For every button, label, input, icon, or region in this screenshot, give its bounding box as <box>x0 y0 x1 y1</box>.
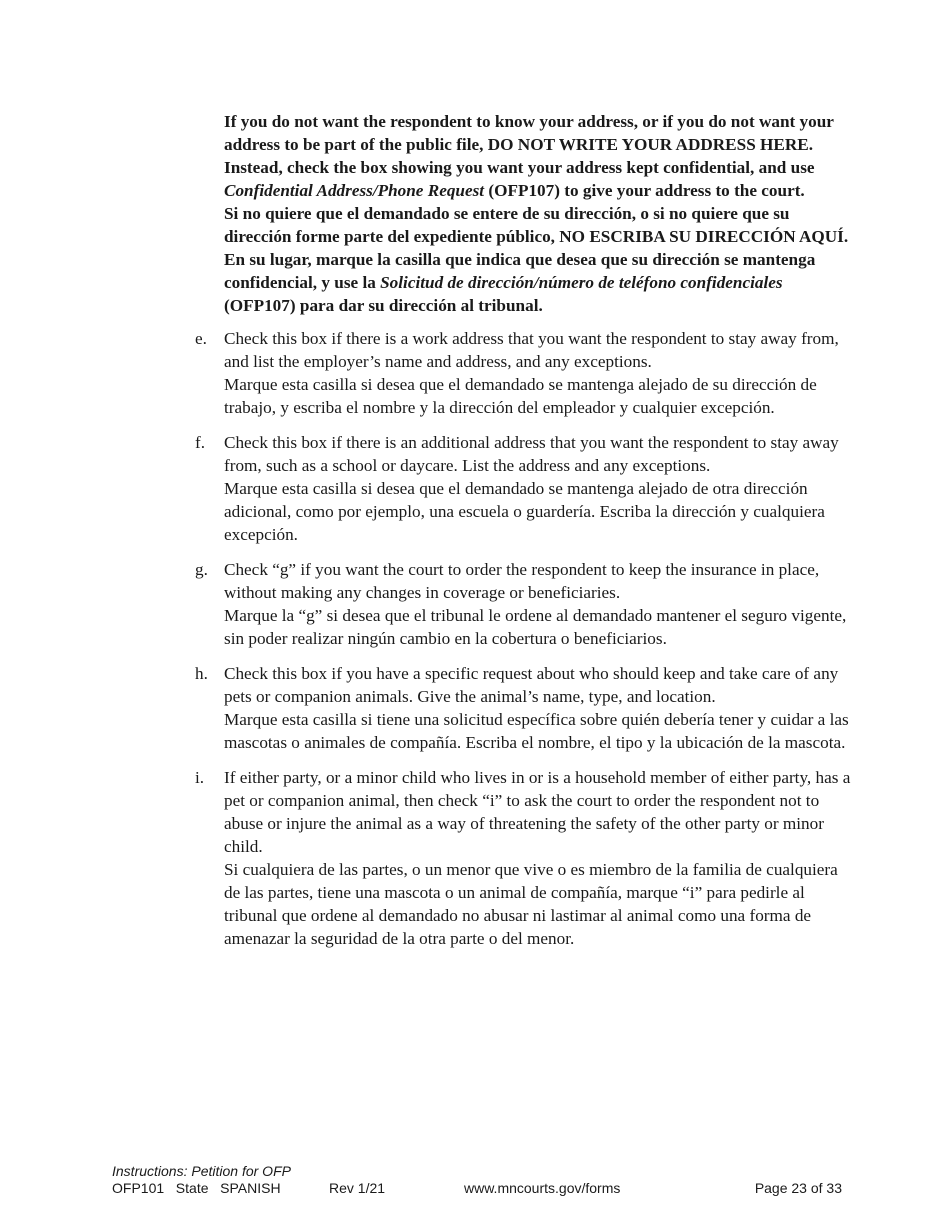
item-spanish: Marque esta casilla si desea que el demandado se mantenga alejado de su dirección de trabajo, y escriba el nombre y la dirección del empleador y cualquier excepción. <box>224 375 817 417</box>
footer-row <box>112 1180 842 1197</box>
list-item-e <box>195 327 855 419</box>
form-title-english: Confidential Address/Phone Request <box>224 181 485 200</box>
confidential-address-notice <box>224 110 855 317</box>
revision-date: Rev 1/21 <box>329 1180 386 1196</box>
item-english: Check this box if there is an additional address that you want the respondent to stay away from, such as a school or daycare. List the address and any exceptions. <box>224 433 839 475</box>
page-content <box>195 110 855 962</box>
list-item-g <box>195 558 855 650</box>
item-english: Check “g” if you want the court to order the respondent to keep the insurance in place, without making any changes in coverage or beneficiaries. <box>224 560 820 602</box>
item-spanish: Marque la “g” si desea que el tribunal le ordene al demandado mantener el seguro vigente, sin poder realizar ningún cambio en la cobertura o beneficiarios. <box>224 606 847 648</box>
forms-url: www.mncourts.gov/forms <box>464 1180 621 1196</box>
page-footer <box>112 1163 842 1197</box>
list-marker: f. <box>195 433 206 452</box>
list-item-i <box>195 766 855 950</box>
item-english: Check this box if there is a work address that you want the respondent to stay away from, and list the employer’s name and address, and any exceptions. <box>224 329 839 371</box>
form-title-spanish: Solicitud de dirección/número de teléfono confidenciales <box>380 273 783 292</box>
item-english: Check this box if you have a specific request about who should keep and take care of any pets or companion animals. Give the animal’s name, type, and location. <box>224 664 839 706</box>
item-spanish: Marque esta casilla si desea que el demandado se mantenga alejado de otra dirección adicional, como por ejemplo, una escuela o guardería. Escriba la dirección y cualquiera excepción. <box>224 479 825 544</box>
list-marker: h. <box>195 664 208 683</box>
notice-spanish: Si no quiere que el demandado se entere de su dirección, o si no quiere que su dirección forme parte del expediente público, NO ESCRIBA SU DIRECCIÓN AQUÍ. En su lugar, marque la casilla que indica que desea que su dirección se mantenga confidencial, y use la Solicitud de dirección/número de teléfono confidenciales (OFP107) para dar su dirección al tribunal. <box>224 204 849 315</box>
list-marker: i. <box>195 768 205 787</box>
page-number: Page 23 of 33 <box>754 1180 842 1196</box>
list-item-h <box>195 662 855 754</box>
item-spanish: Marque esta casilla si tiene una solicitud específica sobre quién debería tener y cuidar a las mascotas o animales de compañía. Escriba el nombre, el tipo y la ubicación de la mascota. <box>224 710 849 752</box>
item-spanish: Si cualquiera de las partes, o un menor que vive o es miembro de la familia de cualquiera de las partes, tiene una mascota o un animal de compañía, marque “i” para pedirle al tribunal que ordene al demandado no abusar ni lastimar al animal como una forma de amenazar la seguridad de la otra parte o del menor. <box>224 860 838 948</box>
list-marker: e. <box>195 329 207 348</box>
list-marker: g. <box>195 560 208 579</box>
list-item-f <box>195 431 855 546</box>
instruction-list <box>195 327 855 950</box>
notice-english: If you do not want the respondent to know your address, or if you do not want your address to be part of the public file, DO NOT WRITE YOUR ADDRESS HERE. Instead, check the box showing you want your address kept confidential, and use Confidential Address/Phone Request (OFP107) to give your address to the court. <box>224 112 834 200</box>
form-code: OFP101 State SPANISH <box>112 1180 281 1196</box>
footer-title: Instructions: Petition for OFP <box>112 1163 291 1179</box>
item-english: If either party, or a minor child who lives in or is a household member of either party, has a pet or companion animal, then check “i” to ask the court to order the respondent not to abuse or injure the animal as a way of threatening the safety of the other party or minor child. <box>224 768 851 856</box>
